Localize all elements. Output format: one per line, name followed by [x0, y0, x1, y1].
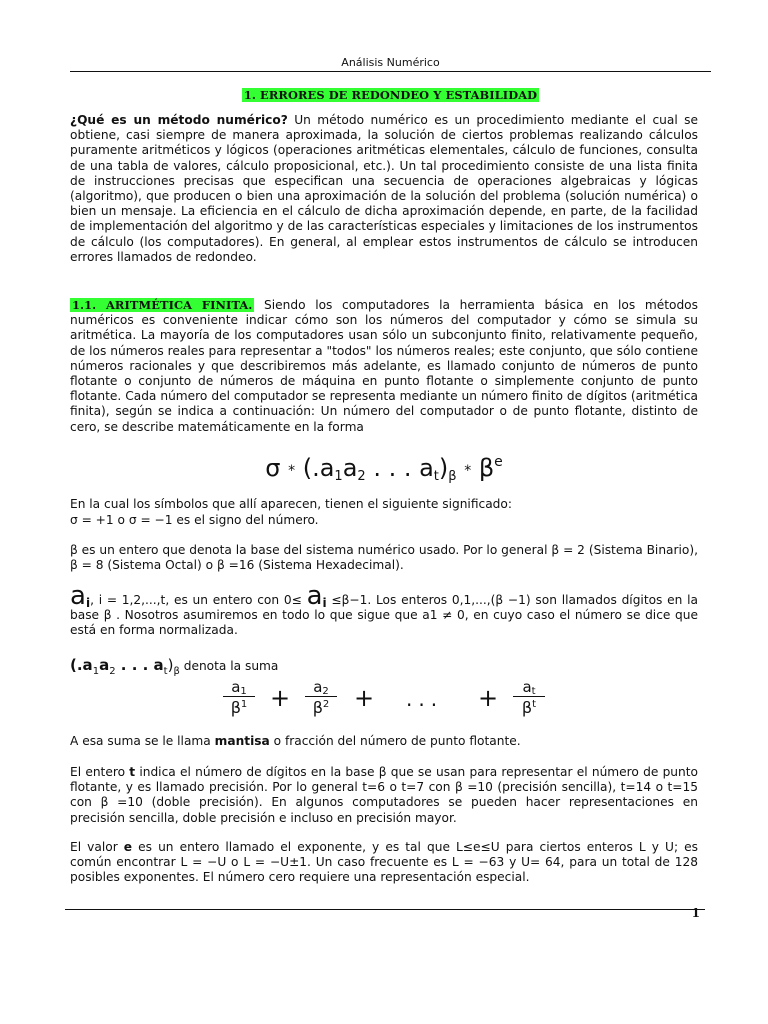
formula-open: (.a	[302, 454, 335, 482]
formula-beta: β	[471, 454, 495, 482]
mantisa-term: mantisa	[214, 734, 270, 748]
intro-body: Un método numérico es un procedimiento mediante el cual se obtiene, casi siempre de manera aproximada, la solución de ciertos problemas realizando cálculos puramente aritméticos y lógicos (operaciones aritméticas elementales, cálculo de funciones, consulta de una tabla de valores, cálculo proposicional, etc.). Un tal procedimiento consiste de una lista finita de instrucciones precisas que especifican una secuencia de operaciones algebraicas y lógicas (algoritmo), que producen o bien una aproximación de la solución del problema (solución numérica) o bien un mensaje. La eficiencia en el cálculo de dicha aproximación depende, en parte, de la facilidad de implementación del algoritmo y de las características especiales y limitaciones de los instrumentos de cálculo (los computadores). En general, al emplear estos instrumentos de cálculo se introducen errores llamados de redondeo.	[70, 113, 698, 264]
plus-sign-1: +	[270, 684, 291, 712]
meaning-intro: En la cual los símbolos que allí aparecen, tienen el siguiente significado:	[70, 497, 512, 511]
digit-symbol: $a_i$	[70, 581, 91, 611]
footer-rule	[65, 909, 705, 910]
exponent-term: e	[123, 840, 133, 854]
precision-term: t	[129, 765, 136, 779]
formula-close: )	[438, 454, 449, 482]
formula-times-1: *	[288, 463, 296, 479]
formula-a2: a	[342, 454, 358, 482]
subsection-heading: 1.1. ARITMÉTICA FINITA.	[72, 298, 253, 312]
digit-text-1: , i = 1,2,...,t, es un entero con 0≤	[90, 593, 307, 607]
sum-term-t: $a_t$ $\beta^t$	[512, 679, 546, 717]
intro-question: ¿Qué es un método numérico?	[70, 113, 288, 127]
formula-sub-2: 2	[357, 469, 366, 484]
float-representation-formula	[0, 452, 768, 487]
digit-text-2: ≤β−1. Los enteros 0,1,...,(β −1) son llamados dígitos en la base β . Nosotros asumiremos en todo lo que sigue que a1 ≠ 0, en cuyo caso el número se dice que está en forma normalizada.	[70, 593, 698, 638]
sum-intro	[70, 656, 698, 675]
running-header: Análisis Numérico	[341, 56, 440, 69]
formula-exponent: e	[494, 454, 503, 470]
digit-definition	[70, 581, 698, 639]
sum-term-1: $a_1$ $\beta^1$	[222, 679, 256, 717]
exponent-paragraph: El valor e es un entero llamado el exponente, y es tal que L≤e≤U para ciertos enteros L y U; es común encontrar L = −U o L = −U±1. Un caso frecuente es L = −63 y U= 64, para un total de 128 posibles exponentes. El número cero requiere una representación especial.	[70, 840, 698, 885]
formula-times-2: *	[464, 463, 472, 479]
sum-intro-text: denota la suma	[179, 659, 279, 673]
mantisa-definition: A esa suma se le llama mantisa o fracción del número de punto flotante.	[70, 734, 521, 748]
formula-sub-1: 1	[334, 469, 343, 484]
formula-dots: . . . a	[365, 454, 434, 482]
plus-sign-2: +	[354, 684, 375, 712]
sum-term-2: $a_2$ $\beta^2$	[304, 679, 338, 717]
header-rule	[70, 71, 711, 72]
ellipsis: ...	[406, 687, 444, 711]
sum-intro-expr: ($.a_1a_2$ . . . $a_t)_\beta$	[70, 656, 180, 677]
formula-sigma: σ	[265, 454, 281, 482]
page-number: 1	[691, 906, 700, 920]
section-heading: 1. ERRORES DE REDONDEO Y ESTABILIDAD	[243, 88, 538, 102]
sigma-definition: σ = +1 o σ = −1 es el signo del número.	[70, 513, 319, 527]
formula-sub-t: t	[433, 469, 439, 484]
finite-arithmetic-paragraph	[70, 298, 698, 435]
formula-base: β	[448, 469, 457, 484]
precision-paragraph: El entero t indica el número de dígitos en la base β que se usan para representar el número de punto flotante, y es llamado precisión. Por lo general t=6 o t=7 con β =10 (precisión sencilla), t=14 o t=15 con β =10 (doble precisión). En algunos computadores se pueden hacer representaciones en precisión sencilla, doble precisión e incluso en precisión mayor.	[70, 765, 698, 825]
intro-paragraph	[70, 113, 698, 265]
section-heading-wrap	[70, 84, 711, 103]
beta-definition: β es un entero que denota la base del sistema numérico usado. Por lo general β = 2 (Sistema Binario), β = 8 (Sistema Octal) o β =16 (Sistema Hexadecimal).	[70, 543, 698, 573]
finite-arithmetic-body: Siendo los computadores la herramienta básica en los métodos numéricos es conveniente indicar cómo son los números del computador y cómo se simula su aritmética. La mayoría de los computadores usan sólo un subconjunto finito, relativamente pequeño, de los números reales para representar a "todos" los números reales; este conjunto, que sólo contiene números racionales y que describiremos más adelante, es llamado conjunto de números de punto flotante o conjunto de números de máquina en punto flotante o simplemente conjunto de punto flotante. Cada número del computador se representa mediante un número finito de dígitos (aritmética finita), según se indica a continuación: Un número del computador o de punto flotante, distinto de cero, se describe matemáticamente en la forma	[70, 298, 698, 434]
sum-expression	[210, 679, 570, 719]
digit-symbol-2: $a_i$	[306, 581, 327, 611]
plus-sign-3: +	[478, 684, 499, 712]
